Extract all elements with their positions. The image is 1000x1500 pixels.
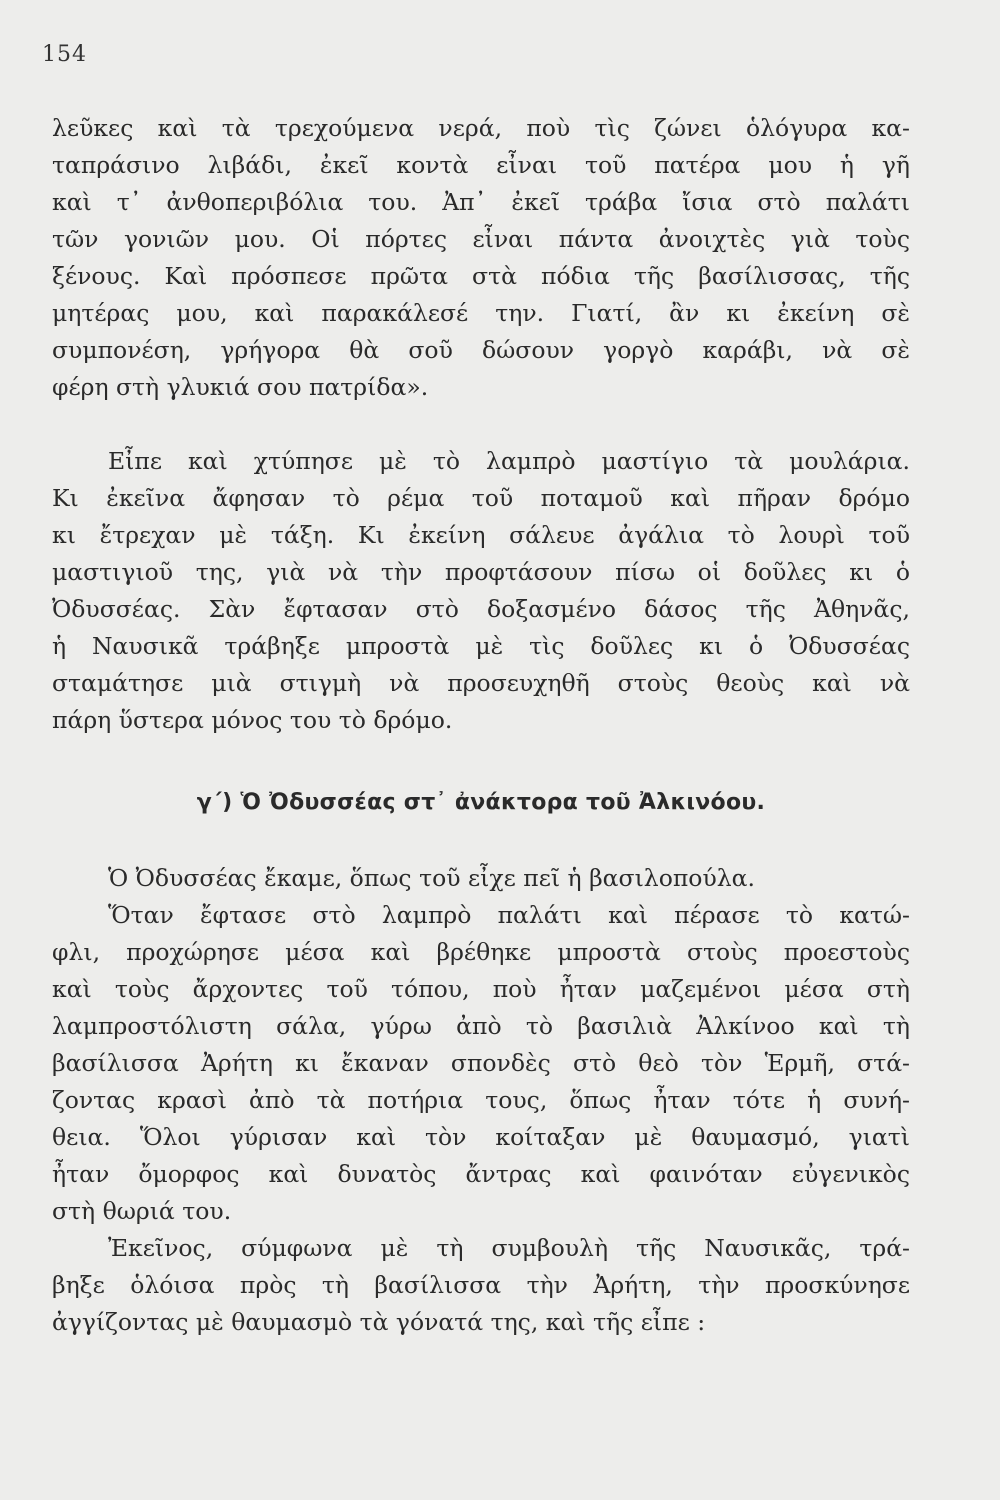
paragraph-1 (52, 110, 910, 406)
text-line: μητέρας μου, καὶ παρακάλεσέ την. Γιατί, ἂν κι ἐκείνη σὲ (52, 299, 910, 327)
text-line: ξένους. Καὶ πρόσπεσε πρῶτα στὰ πόδια τῆς βασίλισσας, τῆς (52, 262, 910, 290)
text-line: καὶ τοὺς ἄρχοντες τοῦ τόπου, ποὺ ἦταν μαζεμένοι μέσα στὴ (52, 975, 910, 1003)
paragraph-2 (52, 443, 910, 739)
text-line: Ὅταν ἔφτασε στὸ λαμπρὸ παλάτι καὶ πέρασε τὸ κατώ- (108, 901, 910, 929)
text-line: φέρη στὴ γλυκιά σου πατρίδα». (52, 373, 429, 401)
text-line: Κι ἐκεῖνα ἄφησαν τὸ ρέμα τοῦ ποταμοῦ καὶ πῆραν δρόμο (52, 484, 910, 512)
text-line: μαστιγιοῦ της, γιὰ νὰ τὴν προφτάσουν πίσω οἱ δοῦλες κι ὁ (52, 558, 910, 586)
page-number: 154 (42, 42, 87, 67)
text-line: Ἐκεῖνος, σύμφωνα μὲ τὴ συμβουλὴ τῆς Ναυσικᾶς, τρά- (108, 1234, 910, 1262)
text-line: θεια. Ὅλοι γύρισαν καὶ τὸν κοίταξαν μὲ θαυμασμό, γιατὶ (52, 1123, 910, 1151)
text-line: ἦταν ὄμορφος καὶ δυνατὸς ἄντρας καὶ φαινόταν εὐγενικὸς (52, 1160, 910, 1188)
section-heading: γ΄) Ὁ Ὀδυσσέας στ᾽ ἀνάκτορα τοῦ Ἀλκινόου. (196, 790, 766, 815)
text-line: λαμπροστόλιστη σάλα, γύρω ἀπὸ τὸ βασιλιὰ Ἀλκίνοο καὶ τὴ (52, 1012, 910, 1040)
text-line: καὶ τ᾽ ἀνθοπεριβόλια του. Ἀπ᾽ ἐκεῖ τράβα ἴσια στὸ παλάτι (52, 188, 910, 216)
text-line: λεῦκες καὶ τὰ τρεχούμενα νερά, ποὺ τὶς ζώνει ὁλόγυρα κα- (52, 114, 910, 142)
text-line: ταπράσινο λιβάδι, ἐκεῖ κοντὰ εἶναι τοῦ πατέρα μου ἡ γῆ (52, 151, 910, 179)
text-line: κι ἔτρεχαν μὲ τάξη. Κι ἐκείνη σάλευε ἀγάλια τὸ λουρὶ τοῦ (52, 521, 910, 549)
text-line: Εἶπε καὶ χτύπησε μὲ τὸ λαμπρὸ μαστίγιο τὰ μουλάρια. (108, 447, 910, 475)
text-line: σταμάτησε μιὰ στιγμὴ νὰ προσευχηθῆ στοὺς θεοὺς καὶ νὰ (52, 669, 910, 697)
text-line: ζοντας κρασὶ ἀπὸ τὰ ποτήρια τους, ὅπως ἦταν τότε ἡ συνή- (52, 1086, 910, 1114)
paragraph-3-to-5 (52, 860, 910, 1341)
text-line: ἀγγίζοντας μὲ θαυμασμὸ τὰ γόνατά της, καὶ τῆς εἶπε : (52, 1308, 706, 1336)
text-line: πάρη ὕστερα μόνος του τὸ δρόμο. (52, 706, 453, 734)
text-line: Ὀδυσσέας. Σὰν ἔφτασαν στὸ δοξασμένο δάσος τῆς Ἀθηνᾶς, (52, 595, 910, 623)
text-line: τῶν γονιῶν μου. Οἱ πόρτες εἶναι πάντα ἀνοιχτὲς γιὰ τοὺς (52, 225, 910, 253)
text-line: ἡ Ναυσικᾶ τράβηξε μπροστὰ μὲ τὶς δοῦλες κι ὁ Ὀδυσσέας (52, 632, 910, 660)
text-line: στὴ θωριά του. (52, 1197, 232, 1225)
text-line: βασίλισσα Ἀρήτη κι ἔκαναν σπονδὲς στὸ θεὸ τὸν Ἑρμῆ, στά- (52, 1049, 910, 1077)
text-line: Ὁ Ὀδυσσέας ἔκαμε, ὅπως τοῦ εἶχε πεῖ ἡ βασιλοπούλα. (108, 864, 755, 892)
text-line: βηξε ὁλόισα πρὸς τὴ βασίλισσα τὴν Ἀρήτη, τὴν προσκύνησε (52, 1271, 910, 1299)
text-line: φλι, προχώρησε μέσα καὶ βρέθηκε μπροστὰ στοὺς προεστοὺς (52, 938, 910, 966)
text-line: συμπονέση, γρήγορα θὰ σοῦ δώσουν γοργὸ καράβι, νὰ σὲ (52, 336, 910, 364)
